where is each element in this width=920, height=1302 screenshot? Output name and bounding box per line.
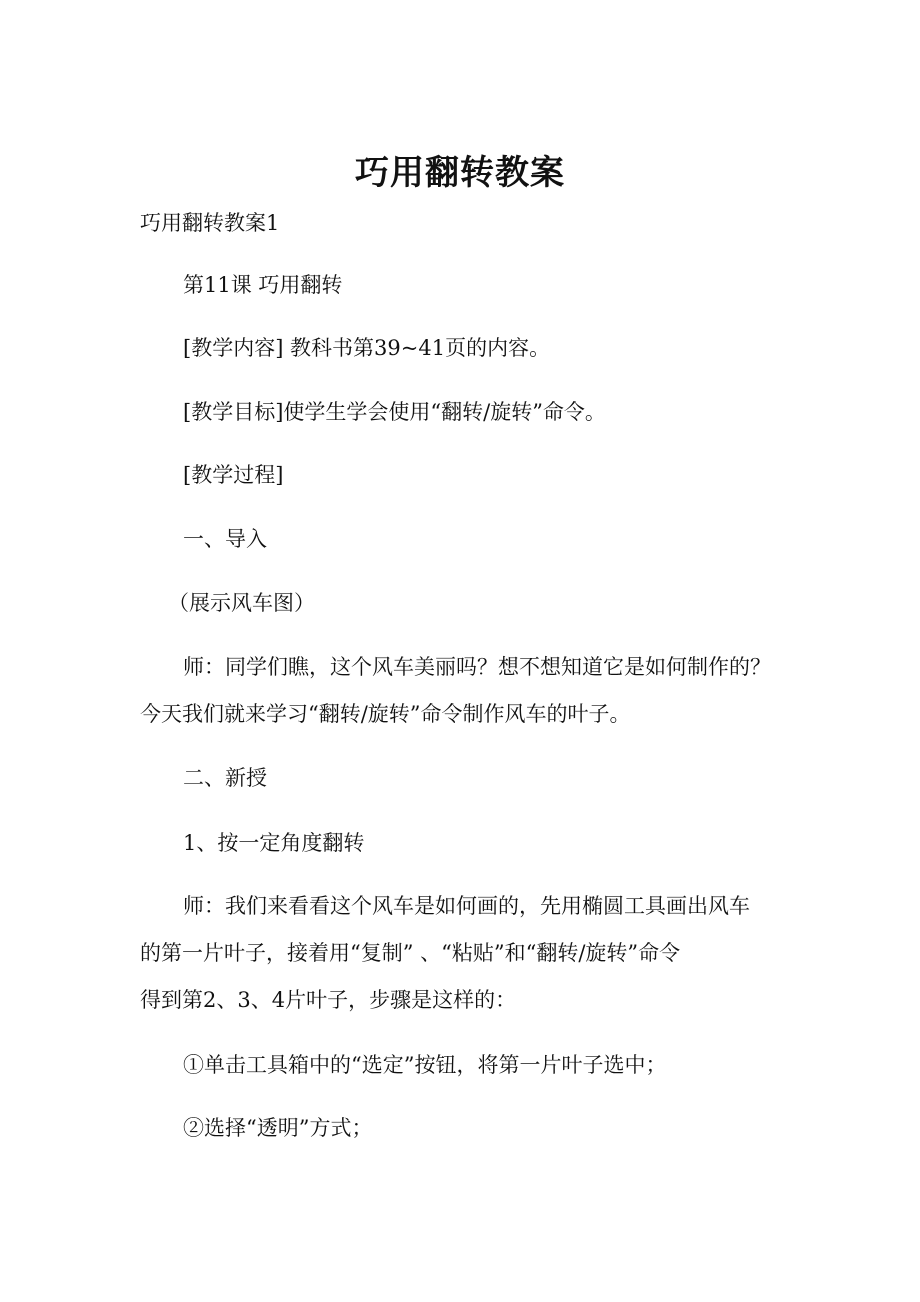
teacher-paragraph-2-line-1: 师：我们来看看这个风车是如何画的，先用椭圆工具画出风车 bbox=[183, 894, 750, 918]
teacher-paragraph-2-line-3: 得到第2、3、4片叶子，步骤是这样的： bbox=[140, 988, 517, 1012]
teaching-content: [教学内容] 教科书第39~41页的内容。 bbox=[183, 336, 551, 360]
teacher-paragraph-1-line-1: 师：同学们瞧，这个风车美丽吗？想不想知道它是如何制作的？ bbox=[183, 655, 771, 679]
document-title: 巧用翻转教案 bbox=[355, 153, 565, 193]
step-a: ①单击工具箱中的“选定”按钮，将第一片叶子选中； bbox=[183, 1053, 667, 1077]
teacher-paragraph-1-line-2: 今天我们就来学习“翻转/旋转”命令制作风车的叶子。 bbox=[140, 702, 631, 726]
step-one-note: （展示风车图） bbox=[168, 591, 315, 615]
step-two-heading: 二、新授 bbox=[183, 766, 267, 790]
subsection-one-heading: 1、按一定角度翻转 bbox=[183, 831, 365, 855]
lesson-title: 第11课 巧用翻转 bbox=[183, 273, 343, 297]
step-one-heading: 一、导入 bbox=[183, 527, 267, 551]
teaching-process-heading: [教学过程] bbox=[183, 463, 284, 487]
step-b: ②选择“透明”方式； bbox=[183, 1116, 373, 1140]
teacher-paragraph-2-line-2: 的第一片叶子，接着用“复制” 、“粘贴”和“翻转/旋转”命令 bbox=[140, 941, 681, 965]
section-heading: 巧用翻转教案1 bbox=[140, 211, 280, 235]
teaching-objective: [教学目标]使学生学会使用“翻转/旋转”命令。 bbox=[183, 400, 606, 424]
